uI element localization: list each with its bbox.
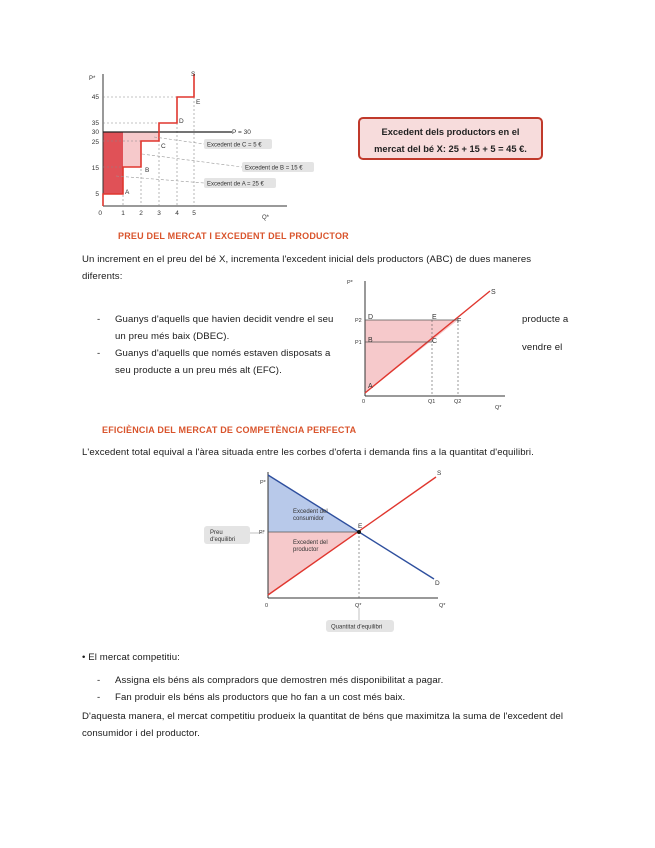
bullet-title <box>82 649 180 666</box>
y-tick: 5 <box>95 191 99 198</box>
p2-label: P2 <box>355 318 362 324</box>
surplus-a-label: Excedent de A = 25 € <box>207 181 264 188</box>
point-a-label: A <box>368 383 373 390</box>
y-axis-label: P* <box>347 280 353 286</box>
q-star-label: Q* <box>355 603 362 609</box>
point-e-label: E <box>196 99 201 106</box>
total-surplus-chart <box>196 462 461 642</box>
callout-line: Excedent dels productors en el <box>381 127 520 137</box>
section1-bullets <box>82 311 382 379</box>
y-axis-label: P* <box>89 76 96 82</box>
point-a-label: A <box>125 189 130 196</box>
price-pill-text: Preu <box>210 530 223 536</box>
y-tick: 35 <box>91 120 99 127</box>
section3-bullets <box>82 672 562 706</box>
x-axis-label: Q* <box>439 603 446 609</box>
point-d-label: D <box>179 118 184 125</box>
origin-label: 0 <box>265 603 269 609</box>
equilibrium-point <box>357 530 361 534</box>
section-heading: EFICIÈNCIA DEL MERCAT DE COMPETÈNCIA PERFECTA <box>102 425 357 435</box>
demand-label: D <box>435 580 440 587</box>
y-tick: 15 <box>91 165 99 172</box>
consumer-surplus-label: consumidor <box>293 516 325 522</box>
y-tick: 25 <box>91 139 99 146</box>
surplus-c-area <box>141 132 159 141</box>
y-tick: 30 <box>91 129 99 136</box>
bullet-dot-icon: • <box>82 652 89 663</box>
bullet-text: Guanys d'aquells que només estaven disposats a <box>115 348 331 359</box>
x-tick: 3 <box>157 210 161 217</box>
bullet-item <box>82 345 382 379</box>
x-tick: 5 <box>192 210 196 217</box>
supply-label: S <box>491 289 496 296</box>
point-b-label: B <box>368 337 373 344</box>
supply-label: S <box>191 71 196 78</box>
bullet-item <box>82 311 382 345</box>
bullet-continuation: un preu més baix (DBEC). <box>115 331 230 342</box>
p-star-label: P* <box>259 530 265 536</box>
bullet-item: - Fan produir els béns als productors que ho fan a un cost més baix. <box>82 689 562 706</box>
price-increase-surplus-chart <box>340 276 520 416</box>
equilibrium-label: E <box>358 523 363 530</box>
point-b-label: B <box>145 167 150 174</box>
consumer-surplus-label: Excedent del <box>293 509 328 515</box>
point-f-label: F <box>457 318 462 325</box>
bullet-tail: producte a <box>522 314 569 325</box>
point-c-label: C <box>161 143 166 150</box>
quantity-pill-text: Quantitat d'equilibri <box>331 624 383 631</box>
section-heading: PREU DEL MERCAT I EXCEDENT DEL PRODUCTOR <box>118 231 349 241</box>
bullet-title-text: El mercat competitiu: <box>88 652 180 663</box>
surplus-b-label: Excedent de B = 15 € <box>245 165 303 172</box>
bullet-continuation: seu producte a un preu més alt (EFC). <box>115 365 282 376</box>
callout-line: mercat del bé X: 25 + 15 + 5 = 45 €. <box>374 144 527 154</box>
supply-label: S <box>437 470 442 477</box>
p1-label: P1 <box>355 340 362 346</box>
section1-intro: Un increment en el preu del bé X, incrementa l'excedent inicial dels productors (ABC) de dues maneres diferents: <box>82 254 532 282</box>
surplus-a-area <box>103 132 123 194</box>
x-tick: 4 <box>175 210 179 217</box>
surplus-c-label: Excedent de C = 5 € <box>207 142 262 149</box>
producer-surplus-label: Excedent del <box>293 540 328 546</box>
bullet-text: Guanys d'aquells que havien decidit vendre el seu <box>115 314 334 325</box>
q1-label: Q1 <box>428 399 436 405</box>
conclusion-paragraph: D'aquesta manera, el mercat competitiu produeix la quantitat de béns que maximitza la suma de l'excedent del consumidor i del productor. <box>82 711 564 739</box>
y-tick: 0 <box>98 210 102 217</box>
q2-label: Q2 <box>454 399 462 405</box>
section2-intro: L'excedent total equival a l'àrea situada entre les corbes d'oferta i demanda fins a la quantitat d'equilibri. <box>82 447 534 458</box>
point-d-label: D <box>368 314 374 321</box>
producer-surplus-label: productor <box>293 547 319 553</box>
price-pill-text: d'equilibri <box>210 537 236 543</box>
x-tick: 1 <box>121 210 125 217</box>
total-producer-surplus-callout <box>358 117 543 160</box>
bullet-tail: vendre el <box>522 342 563 353</box>
y-tick: 45 <box>91 94 99 101</box>
y-axis-label: P* <box>260 480 266 486</box>
x-axis-label: Q* <box>262 215 270 221</box>
producer-surplus-staircase-chart <box>82 66 332 226</box>
x-tick: 2 <box>139 210 143 217</box>
x-axis-label: Q* <box>495 405 502 411</box>
point-c-label: C <box>432 338 438 345</box>
bullet-item: - Assigna els béns als compradors que demostren més disponibilitat a pagar. <box>82 672 562 689</box>
point-e-label: E <box>432 314 437 321</box>
origin-label: 0 <box>362 399 366 405</box>
surplus-b-area <box>123 132 141 167</box>
price-line-label: P = 30 <box>232 129 251 136</box>
